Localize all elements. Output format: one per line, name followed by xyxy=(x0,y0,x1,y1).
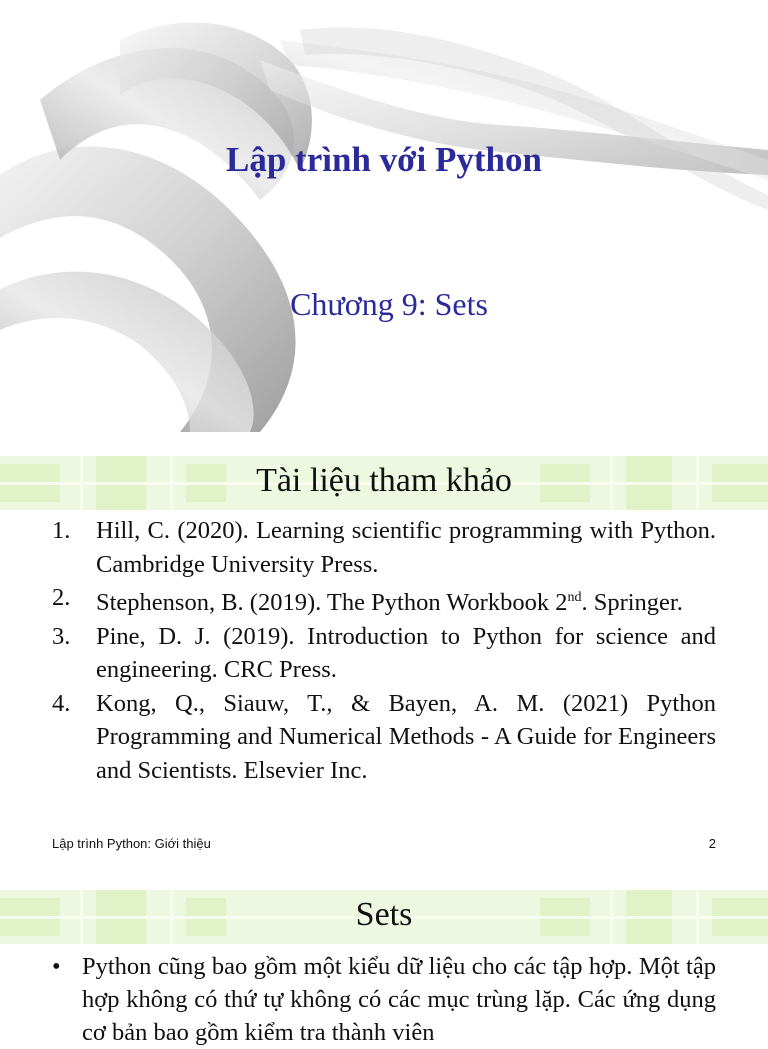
list-item xyxy=(52,950,716,1049)
slide-footer-title: Lập trình Python: Giới thiệu xyxy=(52,836,211,851)
slide-divider xyxy=(0,866,768,890)
bullet-icon: • xyxy=(52,953,61,980)
list-item xyxy=(52,687,716,788)
references-list xyxy=(52,514,716,787)
title-slide xyxy=(0,0,768,432)
list-number: 2. xyxy=(52,584,71,611)
sets-heading: Sets xyxy=(355,896,413,933)
list-number: 3. xyxy=(52,622,71,650)
sets-slide xyxy=(0,890,768,1046)
list-item xyxy=(52,514,716,581)
list-item xyxy=(52,581,716,620)
bullet-text: Python cũng bao gồm một kiểu dữ liệu cho các tập hợp. Một tập hợp không có thứ tự không có các mục trùng lặp. Các ứng dụng cơ bản bao gồm kiểm tra thành viên xyxy=(82,953,716,1046)
references-heading: Tài liệu tham khảo xyxy=(256,462,512,499)
reference-text: Kong, Q., Siauw, T., & Bayen, A. M. (2021) Python Programming and Numerical Methods - A Guide for Engineers and Scientists. Elsevier Inc. xyxy=(96,689,716,784)
helix-background-image xyxy=(0,0,768,432)
slide-divider xyxy=(0,432,768,456)
reference-text: Pine, D. J. (2019). Introduction to Python for science and engineering. CRC Press. xyxy=(96,622,716,684)
list-number: 4. xyxy=(52,689,71,717)
chapter-subtitle: Chương 9: Sets xyxy=(290,286,488,322)
list-number: 1. xyxy=(52,517,71,544)
reference-text: Hill, C. (2020). Learning scientific programming with Python. Cambridge University Press. xyxy=(96,517,716,578)
presentation-title: Lập trình với Python xyxy=(226,140,542,179)
references-slide xyxy=(0,456,768,866)
list-item xyxy=(52,620,716,687)
reference-text: Stephenson, B. (2019). The Python Workbook 2nd. Springer. xyxy=(96,589,683,617)
slide-page-number: 2 xyxy=(708,836,716,851)
bullet-list xyxy=(52,950,716,1049)
